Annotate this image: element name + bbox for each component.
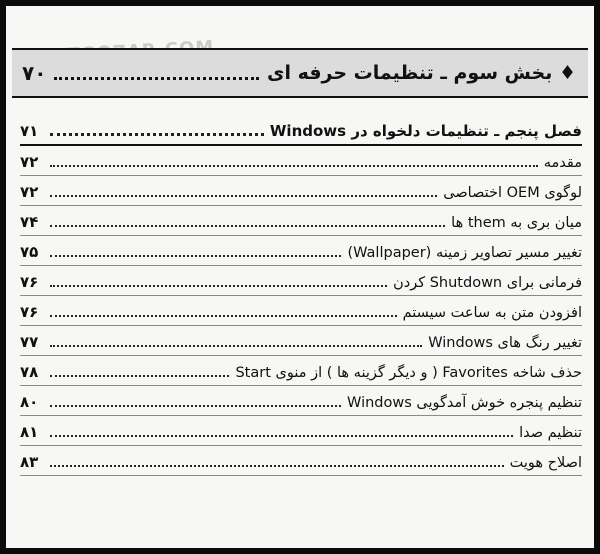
section-header xyxy=(12,48,588,98)
toc-entry-page-number: ۸۰ xyxy=(20,393,39,411)
toc-entry-label: حذف شاخه Favorites ( و دیگر گزینه ها ) از منوی Start xyxy=(235,365,582,381)
toc-entry-label: تنظیم صدا xyxy=(519,425,582,441)
toc-entry xyxy=(20,176,582,206)
section-bullet-icon: ♦ xyxy=(558,62,576,84)
toc-entry-page-number: ۸۱ xyxy=(20,423,39,441)
toc-entry-page-number: ۷۵ xyxy=(20,243,39,261)
toc-leader-dots xyxy=(50,375,229,377)
toc-leader-dots xyxy=(50,435,513,437)
toc-leader-dots xyxy=(50,285,387,287)
toc-leader-dots xyxy=(50,165,538,167)
toc-entry-label: تغییر رنگ های Windows xyxy=(428,335,582,351)
toc-list xyxy=(20,118,582,476)
toc-entry xyxy=(20,296,582,326)
toc-entry-label: تغییر مسیر تصاویر زمینه (Wallpaper) xyxy=(347,245,582,261)
toc-entry xyxy=(20,356,582,386)
toc-entry xyxy=(20,416,582,446)
toc-entry-label: تنظیم پنجره خوش آمدگویی Windows xyxy=(347,395,582,411)
toc-leader-dots xyxy=(50,345,422,347)
chapter-title: فصل پنجم ـ تنظیمات دلخواه در Windows xyxy=(269,122,582,140)
toc-entry-page-number: ۷۷ xyxy=(20,333,39,351)
toc-entry-page-number: ۷۸ xyxy=(20,363,39,381)
toc-entry-label: لوگوی OEM اختصاصی xyxy=(443,185,582,201)
toc-entry xyxy=(20,206,582,236)
toc-entry-label: اصلاح هویت xyxy=(509,455,582,471)
chapter-leader-dots xyxy=(50,133,264,136)
toc-leader-dots xyxy=(50,315,397,317)
section-title xyxy=(267,62,576,84)
toc-leader-dots xyxy=(50,225,445,227)
toc-entry-page-number: ۸۳ xyxy=(20,453,39,471)
toc-entry-label: افزودن متن به ساعت سیستم xyxy=(402,305,582,321)
toc-entry xyxy=(20,236,582,266)
toc-entry xyxy=(20,386,582,416)
toc-entry xyxy=(20,326,582,356)
section-title-text: بخش سوم ـ تنظیمات حرفه ای xyxy=(267,62,553,84)
toc-entry-page-number: ۷۲ xyxy=(20,153,39,171)
toc-entry-page-number: ۷۴ xyxy=(20,213,39,231)
toc-entry-page-number: ۷۲ xyxy=(20,183,39,201)
toc-leader-dots xyxy=(50,405,341,407)
toc-entry xyxy=(20,266,582,296)
toc-leader-dots xyxy=(50,195,437,197)
section-page-number: ۷۰ xyxy=(22,61,47,85)
toc-entry-label: مقدمه xyxy=(543,155,582,171)
toc-entry xyxy=(20,146,582,176)
toc-leader-dots xyxy=(50,255,341,257)
chapter-page-number: ۷۱ xyxy=(20,122,39,140)
toc-entry-page-number: ۷۶ xyxy=(20,273,39,291)
toc-entry-page-number: ۷۶ xyxy=(20,303,39,321)
toc-entry xyxy=(20,446,582,476)
chapter-row xyxy=(20,118,582,146)
section-leader-dots xyxy=(54,77,259,80)
toc-leader-dots xyxy=(50,465,504,467)
toc-entry-label: میان بری به them ها xyxy=(451,215,582,231)
toc-entry-label: فرمانی برای Shutdown کردن xyxy=(393,275,582,291)
